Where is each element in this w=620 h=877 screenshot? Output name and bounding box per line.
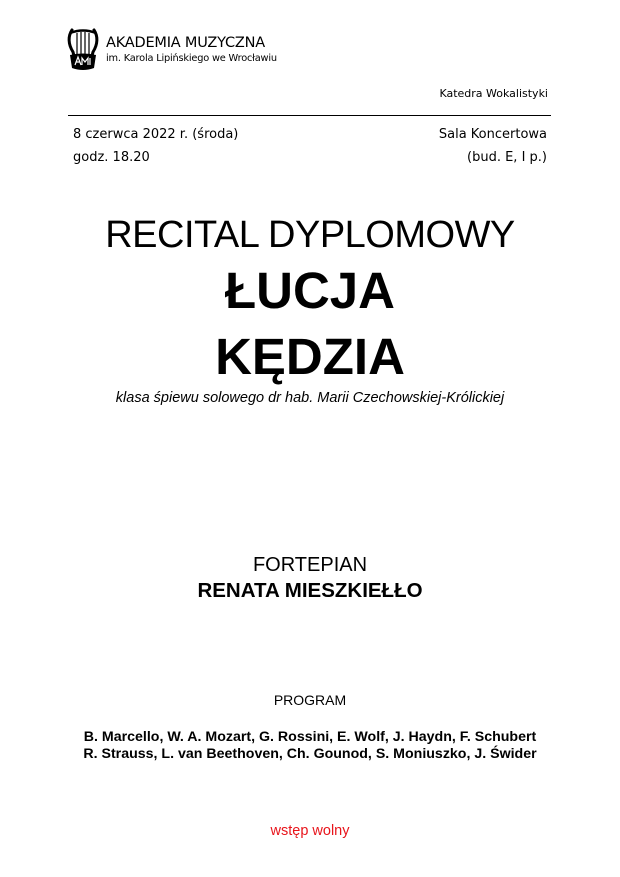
- performer-first-name: ŁUCJA: [224, 262, 395, 319]
- event-date: 8 czerwca 2022 r. (środa): [73, 127, 239, 142]
- event-venue: [439, 123, 547, 169]
- accompaniment-instrument: FORTEPIAN: [252, 554, 368, 576]
- lyre-icon: [66, 26, 100, 72]
- admission-text: wstęp wolny: [270, 823, 350, 839]
- program-label: PROGRAM: [273, 692, 347, 708]
- institution-name: AKADEMIA MUZYCZNA: [106, 35, 266, 51]
- class-info: klasa śpiewu solowego dr hab. Marii Czechowskiej-Królickiej: [115, 390, 505, 406]
- institution-text: [106, 26, 277, 65]
- admission-note: [0, 822, 620, 840]
- accompanist-name: RENATA MIESZKIEŁŁO: [197, 579, 423, 602]
- program-composers-line-2: R. Strauss, L. van Beethoven, Ch. Gounod, S. Moniuszko, J. Świder: [83, 746, 537, 762]
- institution-subtitle: im. Karola Lipińskiego we Wrocławiu: [106, 53, 277, 64]
- event-time: godz. 18.20: [73, 150, 150, 165]
- recital-type: RECITAL DYPLOMOWY: [105, 214, 515, 256]
- venue-name: Sala Koncertowa: [438, 127, 547, 142]
- performer-last-name: KĘDZIA: [215, 328, 405, 385]
- header-divider: [68, 115, 551, 116]
- event-date-time: [73, 123, 238, 169]
- venue-detail: (bud. E, I p.): [467, 150, 547, 165]
- institution-logo: [66, 26, 277, 72]
- department-label: Katedra Wokalistyki: [439, 87, 548, 100]
- program-composers-line-1: B. Marcello, W. A. Mozart, G. Rossini, E. Wolf, J. Haydn, F. Schubert: [83, 729, 537, 745]
